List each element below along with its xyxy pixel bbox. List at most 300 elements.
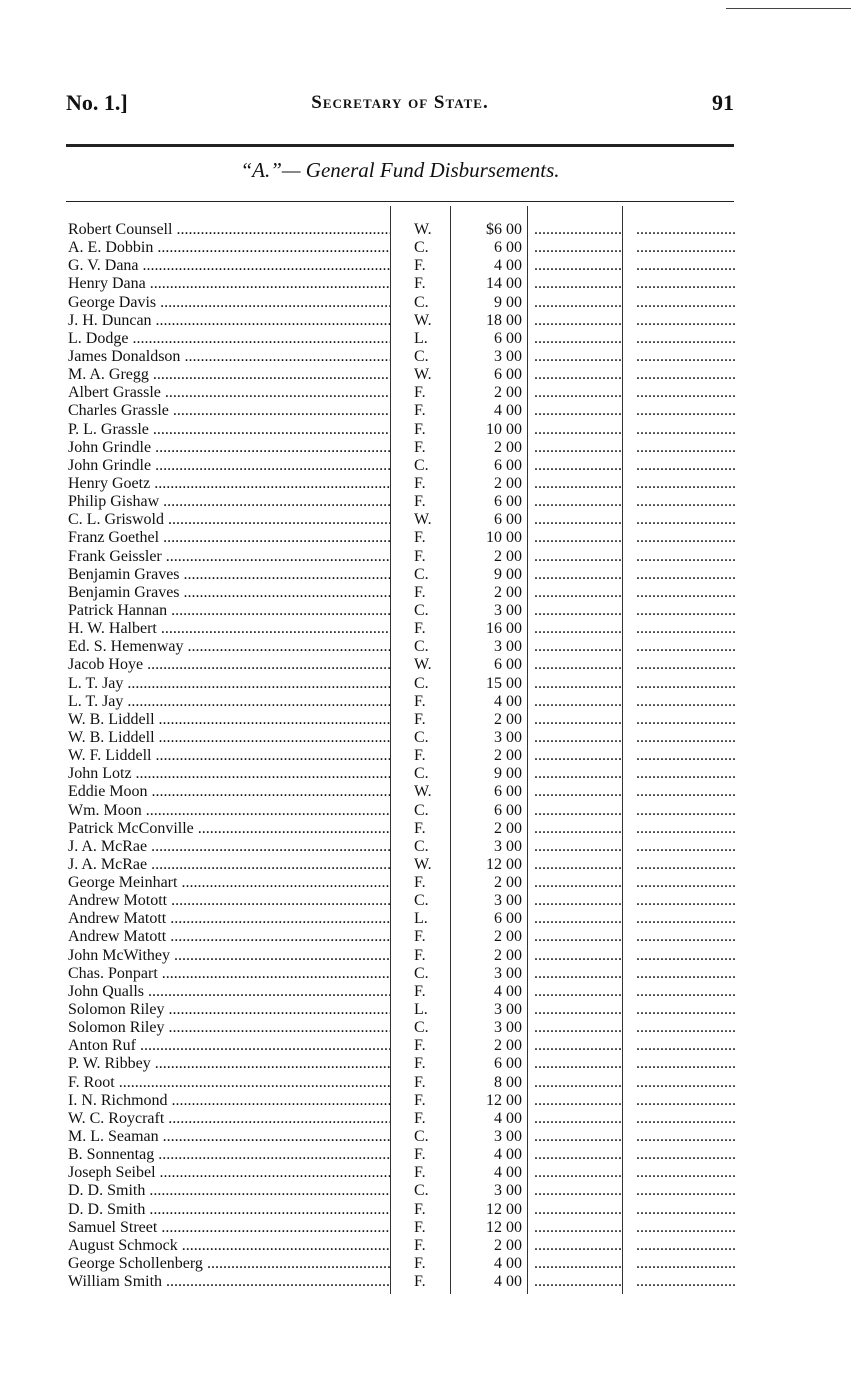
leader-dots: [534, 1146, 622, 1164]
leader-dots: [534, 348, 622, 366]
payee-name: L. Dodge .....: [68, 330, 390, 348]
table-row: [68, 1219, 736, 1237]
fund-code: C.: [414, 601, 429, 619]
table-row: [68, 1074, 736, 1092]
leader-dots: [636, 983, 736, 1001]
table-row: [68, 457, 736, 475]
leader-dots: [636, 729, 736, 747]
amount: 16 00: [486, 620, 522, 638]
leader-dots: [534, 366, 622, 384]
leader-dots: [636, 820, 736, 838]
amount: 4 00: [494, 1164, 522, 1182]
payee-name: George Meinhart .....: [68, 874, 390, 892]
fund-code: C.: [414, 765, 429, 783]
payee-name: D. D. Smith .....: [68, 1201, 390, 1219]
fund-code: F.: [414, 257, 426, 275]
leader-dots: [636, 620, 736, 638]
payee-name: Samuel Street .....: [68, 1219, 390, 1237]
leader-dots: [534, 856, 622, 874]
payee-name: M. A. Gregg .....: [68, 366, 390, 384]
leader-dots: [534, 1164, 622, 1182]
payee-name: H. W. Halbert .....: [68, 620, 390, 638]
table-row: [68, 983, 736, 1001]
payee-name: Chas. Ponpart .....: [68, 965, 390, 983]
amount: 2 00: [494, 474, 522, 492]
table-row: [68, 1128, 736, 1146]
fund-code: C.: [414, 801, 429, 819]
leader-dots: [636, 765, 736, 783]
amount: 3 00: [494, 1182, 522, 1200]
leader-dots: [636, 1255, 736, 1273]
table-row: [68, 802, 736, 820]
payee-name: B. Sonnentag .....: [68, 1146, 390, 1164]
leader-dots: [534, 747, 622, 765]
amount: 3 00: [494, 892, 522, 910]
fund-code: L.: [414, 329, 428, 347]
leader-dots: [534, 511, 622, 529]
leader-dots: [534, 566, 622, 584]
leader-dots: [636, 1273, 736, 1291]
fund-code: L.: [414, 1001, 428, 1019]
amount: 6 00: [494, 511, 522, 529]
fund-code: F.: [414, 747, 426, 765]
amount: 6 00: [494, 783, 522, 801]
payee-name: Wm. Moon .....: [68, 802, 390, 820]
table-row: [68, 620, 736, 638]
fund-code: F.: [414, 547, 426, 565]
amount: 6 00: [494, 366, 522, 384]
table-row: [68, 1237, 736, 1255]
leader-dots: [636, 1219, 736, 1237]
leader-dots: [636, 711, 736, 729]
fund-code: F.: [414, 1200, 426, 1218]
table-row: [68, 312, 736, 330]
leader-dots: [534, 892, 622, 910]
payee-name: F. Root .....: [68, 1074, 390, 1092]
leader-dots: [534, 1201, 622, 1219]
leader-dots: [636, 1074, 736, 1092]
table-row: [68, 1201, 736, 1219]
payee-name: I. N. Richmond .....: [68, 1092, 390, 1110]
payee-name: John Grindle .....: [68, 439, 390, 457]
leader-dots: [636, 910, 736, 928]
payee-name: Solomon Riley .....: [68, 1019, 390, 1037]
amount: 10 00: [486, 529, 522, 547]
leader-dots: [636, 366, 736, 384]
leader-dots: [636, 856, 736, 874]
leader-dots: [636, 421, 736, 439]
amount: 14 00: [486, 275, 522, 293]
payee-name: G. V. Dana .....: [68, 257, 390, 275]
amount: 2 00: [494, 747, 522, 765]
leader-dots: [534, 838, 622, 856]
leader-dots: [534, 1110, 622, 1128]
amount: 12 00: [486, 1218, 522, 1236]
leader-dots: [636, 1110, 736, 1128]
leader-dots: [534, 1074, 622, 1092]
payee-name: P. L. Grassle .....: [68, 421, 390, 439]
table-row: [68, 1146, 736, 1164]
fund-code: C.: [414, 728, 429, 746]
leader-dots: [534, 1001, 622, 1019]
amount: 2 00: [494, 819, 522, 837]
leader-dots: [534, 330, 622, 348]
fund-code: F.: [414, 1091, 426, 1109]
amount: 3 00: [494, 347, 522, 365]
amount: 2 00: [494, 874, 522, 892]
leader-dots: [636, 638, 736, 656]
amount: 3 00: [494, 964, 522, 982]
table-row: [68, 928, 736, 946]
leader-dots: [636, 348, 736, 366]
amount: 4 00: [494, 1109, 522, 1127]
payee-name: M. L. Seaman .....: [68, 1128, 390, 1146]
table-row: [68, 384, 736, 402]
payee-name: Philip Gishaw .....: [68, 493, 390, 511]
amount: $6 00: [486, 221, 522, 238]
payee-name: W. B. Liddell .....: [68, 711, 390, 729]
leader-dots: [534, 965, 622, 983]
table-row: [68, 747, 736, 765]
leader-dots: [534, 729, 622, 747]
payee-name: Franz Goethel .....: [68, 529, 390, 547]
leader-dots: [636, 838, 736, 856]
fund-code: F.: [414, 474, 426, 492]
table-row: [68, 475, 736, 493]
leader-dots: [636, 675, 736, 693]
payee-name: Robert Counsell .....: [68, 221, 390, 239]
corner-rule: [726, 0, 851, 9]
amount: 6 00: [494, 1055, 522, 1073]
leader-dots: [636, 511, 736, 529]
payee-name: W. B. Liddell .....: [68, 729, 390, 747]
table-row: [68, 493, 736, 511]
payee-name: Andrew Motott .....: [68, 892, 390, 910]
amount: 6 00: [494, 493, 522, 511]
leader-dots: [636, 312, 736, 330]
amount: 3 00: [494, 837, 522, 855]
fund-code: C.: [414, 892, 429, 910]
leader-dots: [636, 457, 736, 475]
leader-dots: [636, 747, 736, 765]
leader-dots: [636, 874, 736, 892]
amount: 4 00: [494, 402, 522, 420]
fund-code: F.: [414, 1073, 426, 1091]
payee-name: Joseph Seibel .....: [68, 1164, 390, 1182]
leader-dots: [534, 294, 622, 312]
fund-code: W.: [414, 366, 432, 384]
payee-name: J. A. McRae .....: [68, 856, 390, 874]
amount: 15 00: [486, 674, 522, 692]
leader-dots: [636, 584, 736, 602]
leader-dots: [534, 1219, 622, 1237]
fund-code: F.: [414, 1255, 426, 1273]
payee-name: John McWithey .....: [68, 947, 390, 965]
leader-dots: [636, 802, 736, 820]
leader-dots: [636, 1092, 736, 1110]
payee-name: Patrick McConville .....: [68, 820, 390, 838]
amount: 3 00: [494, 601, 522, 619]
table-row: [68, 330, 736, 348]
table-row: [68, 221, 736, 239]
leader-dots: [534, 1182, 622, 1200]
leader-dots: [636, 221, 736, 239]
table-row: [68, 693, 736, 711]
fund-code: W.: [414, 783, 432, 801]
table-row: [68, 874, 736, 892]
title-rule: [66, 201, 734, 202]
table-row: [68, 257, 736, 275]
running-title: Secretary of State.: [311, 92, 489, 113]
table-row: [68, 856, 736, 874]
amount: 3 00: [494, 1019, 522, 1037]
payee-name: C. L. Griswold .....: [68, 511, 390, 529]
leader-dots: [636, 1164, 736, 1182]
payee-name: Jacob Hoye .....: [68, 656, 390, 674]
leader-dots: [636, 1182, 736, 1200]
leader-dots: [534, 257, 622, 275]
fund-code: C.: [414, 347, 429, 365]
amount: 12 00: [486, 1200, 522, 1218]
table-row: [68, 765, 736, 783]
payee-name: A. E. Dobbin .....: [68, 239, 390, 257]
leader-dots: [534, 1237, 622, 1255]
payee-name: Henry Goetz .....: [68, 475, 390, 493]
leader-dots: [636, 965, 736, 983]
table-row: [68, 439, 736, 457]
fund-code: F.: [414, 275, 426, 293]
leader-dots: [534, 312, 622, 330]
fund-code: C.: [414, 293, 429, 311]
leader-dots: [636, 602, 736, 620]
table-row: [68, 947, 736, 965]
payee-name: George Davis .....: [68, 294, 390, 312]
amount: 9 00: [494, 765, 522, 783]
leader-dots: [636, 294, 736, 312]
table-row: [68, 1273, 736, 1291]
table-row: [68, 511, 736, 529]
fund-code: F.: [414, 1146, 426, 1164]
leader-dots: [534, 529, 622, 547]
payee-name: George Schollenberg .....: [68, 1255, 390, 1273]
amount: 2 00: [494, 438, 522, 456]
leader-dots: [636, 402, 736, 420]
fund-code: F.: [414, 402, 426, 420]
leader-dots: [534, 983, 622, 1001]
header-rule: [66, 144, 734, 147]
leader-dots: [636, 1146, 736, 1164]
leader-dots: [636, 275, 736, 293]
table-row: [68, 1055, 736, 1073]
leader-dots: [534, 584, 622, 602]
table-row: [68, 275, 736, 293]
table-row: [68, 656, 736, 674]
fund-code: F.: [414, 1218, 426, 1236]
fund-code: W.: [414, 511, 432, 529]
leader-dots: [534, 1273, 622, 1291]
amount: 4 00: [494, 1255, 522, 1273]
leader-dots: [534, 1055, 622, 1073]
fund-code: F.: [414, 493, 426, 511]
leader-dots: [636, 928, 736, 946]
fund-code: C.: [414, 638, 429, 656]
leader-dots: [534, 802, 622, 820]
table-row: [68, 294, 736, 312]
leader-dots: [534, 548, 622, 566]
leader-dots: [534, 402, 622, 420]
fund-code: F.: [414, 1055, 426, 1073]
leader-dots: [534, 1128, 622, 1146]
payee-name: William Smith .....: [68, 1273, 390, 1291]
table-row: [68, 602, 736, 620]
leader-dots: [636, 439, 736, 457]
table-row: [68, 965, 736, 983]
page-header: [66, 90, 734, 120]
table-row: [68, 239, 736, 257]
fund-code: F.: [414, 583, 426, 601]
payee-name: Ed. S. Hemenway .....: [68, 638, 390, 656]
payee-name: Andrew Matott .....: [68, 910, 390, 928]
fund-code: C.: [414, 239, 429, 257]
fund-code: F.: [414, 1164, 426, 1182]
fund-code: L.: [414, 910, 428, 928]
fund-code: F.: [414, 1037, 426, 1055]
leader-dots: [636, 1201, 736, 1219]
table-row: [68, 783, 736, 801]
leader-dots: [636, 892, 736, 910]
leader-dots: [636, 1001, 736, 1019]
leader-dots: [534, 421, 622, 439]
leader-dots: [636, 257, 736, 275]
leader-dots: [636, 1019, 736, 1037]
leader-dots: [636, 1037, 736, 1055]
amount: 2 00: [494, 928, 522, 946]
table-row: [68, 910, 736, 928]
fund-code: C.: [414, 964, 429, 982]
leader-dots: [534, 1019, 622, 1037]
leader-dots: [636, 493, 736, 511]
amount: 3 00: [494, 728, 522, 746]
amount: 3 00: [494, 638, 522, 656]
leader-dots: [534, 910, 622, 928]
fund-code: W.: [414, 221, 432, 238]
table-row: [68, 1110, 736, 1128]
table-row: [68, 566, 736, 584]
fund-code: W.: [414, 311, 432, 329]
fund-code: W.: [414, 656, 432, 674]
payee-name: John Grindle .....: [68, 457, 390, 475]
fund-code: F.: [414, 946, 426, 964]
amount: 6 00: [494, 456, 522, 474]
amount: 9 00: [494, 565, 522, 583]
leader-dots: [534, 1037, 622, 1055]
leader-dots: [534, 675, 622, 693]
table-row: [68, 1001, 736, 1019]
leader-dots: [534, 711, 622, 729]
payee-name: Anton Ruf .....: [68, 1037, 390, 1055]
leader-dots: [636, 330, 736, 348]
table-row: [68, 1164, 736, 1182]
table-row: [68, 820, 736, 838]
payee-name: J. H. Duncan .....: [68, 312, 390, 330]
fund-code: F.: [414, 819, 426, 837]
payee-name: Charles Grassle .....: [68, 402, 390, 420]
table-title: “A.”— General Fund Disbursements.: [240, 158, 560, 182]
table-row: [68, 711, 736, 729]
amount: 2 00: [494, 946, 522, 964]
table-row: [68, 366, 736, 384]
fund-code: F.: [414, 710, 426, 728]
amount: 4 00: [494, 692, 522, 710]
fund-code: F.: [414, 692, 426, 710]
table-row: [68, 1019, 736, 1037]
fund-code: F.: [414, 420, 426, 438]
table-row: [68, 529, 736, 547]
amount: 8 00: [494, 1073, 522, 1091]
fund-code: W.: [414, 855, 432, 873]
amount: 2 00: [494, 583, 522, 601]
amount: 6 00: [494, 239, 522, 257]
amount: 18 00: [486, 311, 522, 329]
leader-dots: [534, 620, 622, 638]
table-row: [68, 892, 736, 910]
leader-dots: [534, 221, 622, 239]
fund-code: C.: [414, 456, 429, 474]
fund-code: F.: [414, 1273, 426, 1291]
table-row: [68, 402, 736, 420]
leader-dots: [534, 493, 622, 511]
leader-dots: [534, 820, 622, 838]
leader-dots: [534, 638, 622, 656]
amount: 3 00: [494, 1128, 522, 1146]
leader-dots: [636, 384, 736, 402]
fund-code: C.: [414, 1182, 429, 1200]
amount: 6 00: [494, 910, 522, 928]
table-row: [68, 1092, 736, 1110]
payee-name: Patrick Hannan .....: [68, 602, 390, 620]
payee-name: J. A. McRae .....: [68, 838, 390, 856]
payee-name: Albert Grassle .....: [68, 384, 390, 402]
leader-dots: [534, 947, 622, 965]
leader-dots: [534, 384, 622, 402]
payee-name: Solomon Riley .....: [68, 1001, 390, 1019]
payee-name: August Schmock .....: [68, 1237, 390, 1255]
table-row: [68, 1182, 736, 1200]
amount: 2 00: [494, 710, 522, 728]
payee-name: Benjamin Graves .....: [68, 584, 390, 602]
amount: 12 00: [486, 855, 522, 873]
amount: 4 00: [494, 1146, 522, 1164]
leader-dots: [534, 656, 622, 674]
leader-dots: [534, 783, 622, 801]
table-row: [68, 675, 736, 693]
table-row: [68, 584, 736, 602]
leader-dots: [534, 275, 622, 293]
fund-code: C.: [414, 1019, 429, 1037]
table-row: [68, 348, 736, 366]
payee-name: Frank Geissler .....: [68, 548, 390, 566]
leader-dots: [534, 765, 622, 783]
amount: 6 00: [494, 329, 522, 347]
payee-name: Benjamin Graves .....: [68, 566, 390, 584]
leader-dots: [534, 457, 622, 475]
amount: 3 00: [494, 1001, 522, 1019]
payee-name: D. D. Smith .....: [68, 1182, 390, 1200]
disbursement-table: [68, 221, 736, 1291]
table-row: [68, 1255, 736, 1273]
leader-dots: [636, 566, 736, 584]
leader-dots: [636, 783, 736, 801]
